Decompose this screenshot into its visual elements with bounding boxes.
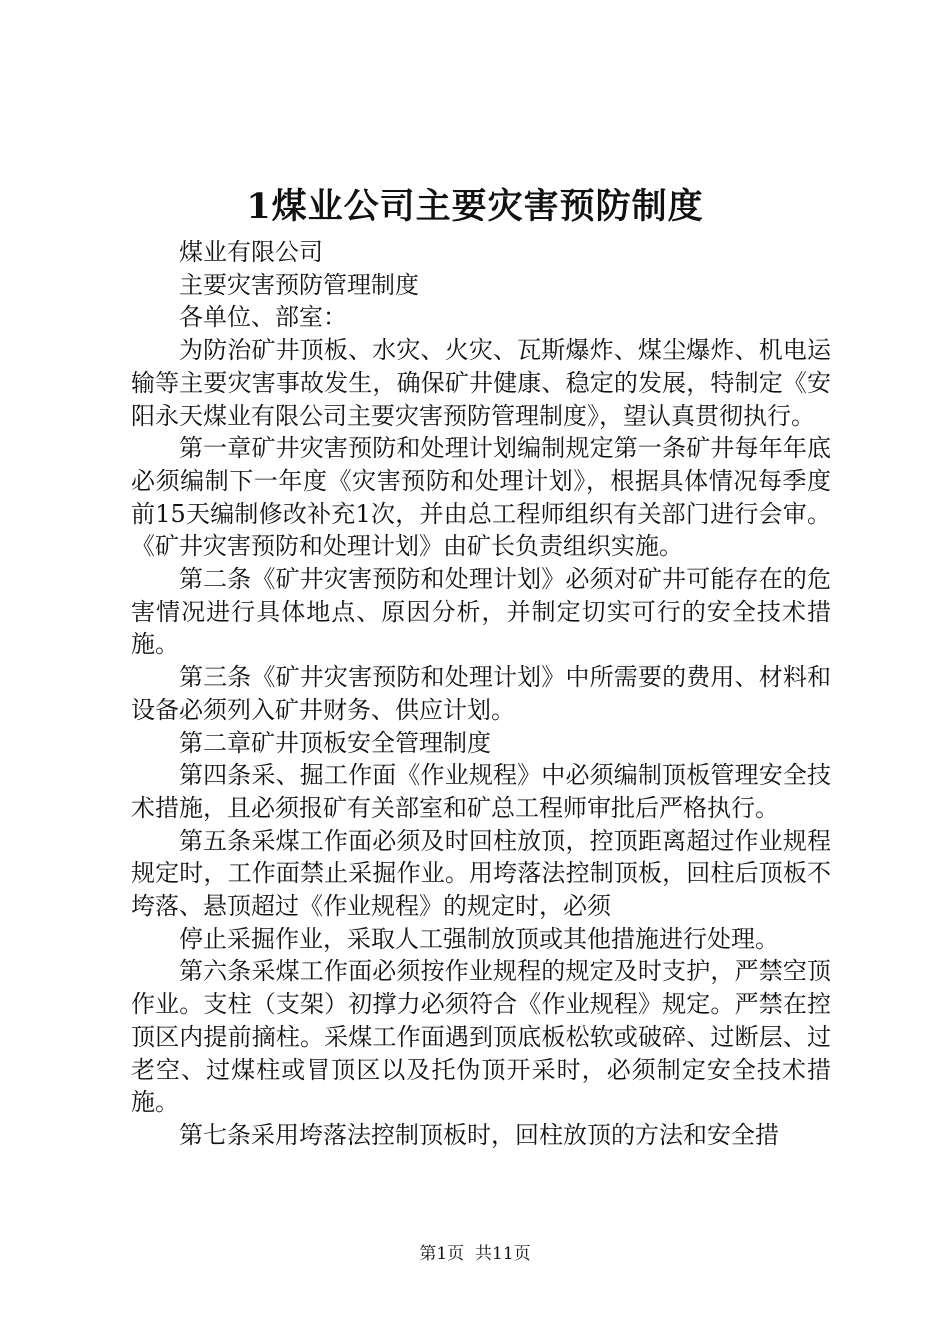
document-title: 1煤业公司主要灾害预防制度 [246,186,704,227]
paragraph-article-6: 第六条采煤工作面必须按作业规程的规定及时支护，严禁空顶作业。支柱（支架）初撑力必须符合《作业规程》规定。严禁在控顶区内提前摘柱。采煤工作面遇到顶底板松软或破碎、过断层、过老空、过煤柱或冒顶区以及托伪顶开采时，必须制定安全技术措施。 [131,957,831,1117]
page-total: 共11页 [475,1244,531,1264]
page-footer [0,1242,950,1266]
paragraph-article-7: 第七条采用垮落法控制顶板时，回柱放顶的方法和安全措 [179,1120,779,1149]
paragraph-article-5-continued: 停止采掘作业，采取人工强制放顶或其他措施进行处理。 [179,924,779,953]
paragraph-article-4: 第四条采、掘工作面《作业规程》中必须编制顶板管理安全技术措施，且必须报矿有关部室和矿总工程师审批后严格执行。 [131,761,831,822]
document-body [131,236,831,1152]
page-number: 第1页 [419,1244,465,1264]
paragraph-article-5: 第五条采煤工作面必须及时回柱放顶，控顶距离超过作业规程规定时，工作面禁止采掘作业。用垮落法控制顶板，回柱后顶板不垮落、悬顶超过《作业规程》的规定时，必须 [131,826,831,921]
paragraph-chapter-2-heading: 第二章矿井顶板安全管理制度 [179,728,491,757]
paragraph-article-2: 第二条《矿井灾害预防和处理计划》必须对矿井可能存在的危害情况进行具体地点、原因分析，并制定切实可行的安全技术措施。 [131,565,831,659]
paragraph-subtitle: 主要灾害预防管理制度 [179,270,419,299]
paragraph-chapter-1-article-1: 第一章矿井灾害预防和处理计划编制规定第一条矿井每年年底必须编制下一年度《灾害预防和处理计划》，根据具体情况每季度前15天编制修改补充1次，并由总工程师组织有关部门进行会审。《矿井灾害预防和处理计划》由矿长负责组织实施。 [131,434,831,561]
paragraph-company: 煤业有限公司 [179,238,323,266]
paragraph-intro: 为防治矿井顶板、水灾、火灾、瓦斯爆炸、煤尘爆炸、机电运输等主要灾害事故发生，确保矿井健康、稳定的发展，特制定《安阳永天煤业有限公司主要灾害预防管理制度》，望认真贯彻执行。 [131,336,831,430]
paragraph-salutation: 各单位、部室： [179,303,347,332]
paragraph-article-3: 第三条《矿井灾害预防和处理计划》中所需要的费用、材料和设备必须列入矿井财务、供应计划。 [131,663,831,724]
